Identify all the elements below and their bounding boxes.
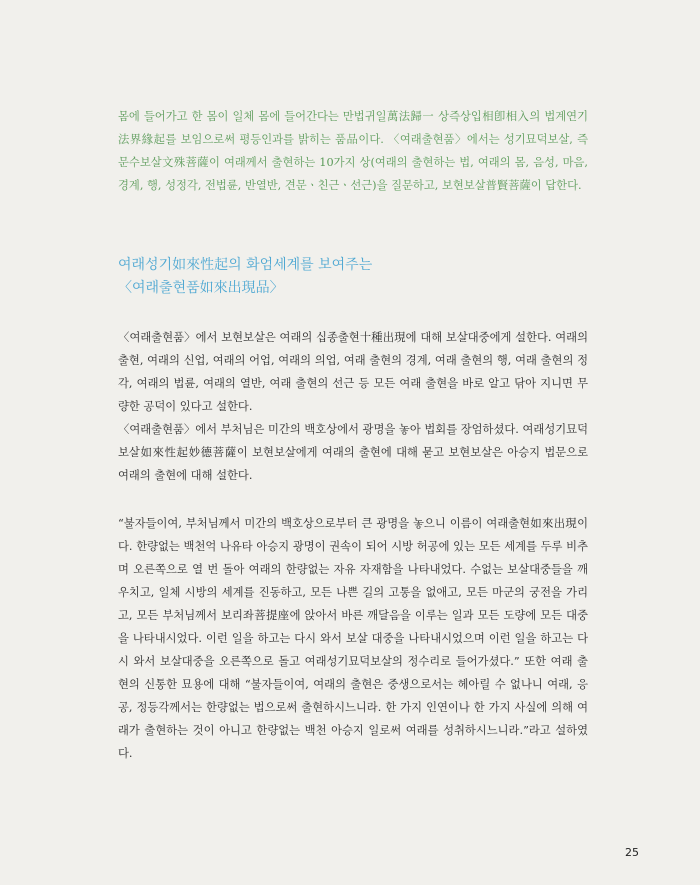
- body-paragraph-2: [118, 512, 588, 765]
- body-paragraph-2-text: “불자들이여, 부처님께서 미간의 백호상으로부터 큰 광명을 놓으니 이름이 여래출현如來出現이다. 한량없는 백천억 나유타 아승지 광명이 권속이 되어 시방 허공에 있는 모든 세계를 두루 비추며 오른쪽으로 열 번 돌아 여래의 한량없는 자유 자재함을 나타내었다. 수없는 보살대중들을 깨우치고, 일체 시방의 세계를 진동하고, 모든 나쁜 길의 고통을 없애고, 모든 마군의 궁전을 가리고, 모든 부처님께서 보리좌菩提座에 앉아서 바른 깨달음을 이루는 일과 모든 도량에 모든 대중을 나타내시었다. 이런 일을 하고는 다시 와서 보살 대중을 나타내시었으며 이런 일을 하고는 다시 와서 보살대중을 오른쪽으로 돌고 여래성기묘덕보살의 정수리로 들어가셨다.” 또한 여래 출현의 신통한 묘용에 대해 “불자들이여, 여래의 출현은 중생으로서는 헤아릴 수 없나니 여래, 응공, 정등각께서는 한량없는 법으로써 출현하시느니라. 한 가지 인연이나 한 가지 사실에 의해 여래가 출현하는 것이 아니고 한량없는 백천 아승지 일로써 여래를 성취하시느니라.”라고 설하였다.: [118, 517, 588, 760]
- section-heading: [118, 254, 588, 300]
- body-paragraph-1b: 〈여래출현품〉에서 부처님은 미간의 백호상에서 광명을 놓아 법회를 장엄하셨다. 여래성기묘덕보살如來性起妙德菩薩이 보현보살에게 여래의 출현에 대해 묻고 보현보살은 아승지 법문으로 여래의 출현에 대해 설한다.: [118, 423, 588, 482]
- section-heading-line-1: 여래성기如來性起의 화엄세계를 보여주는: [118, 257, 373, 273]
- section-heading-line-2: 〈여래출현품如來出現品〉: [118, 280, 284, 296]
- body-paragraph-1a: 〈여래출현품〉에서 보현보살은 여래의 십종출현十種出現에 대해 보살대중에게 설한다. 여래의 출현, 여래의 신업, 여래의 어업, 여래의 의업, 여래 출현의 경계, 여래 출현의 행, 여래 출현의 정각, 여래의 법륜, 여래의 열반, 여래 출현의 선근 등 모든 여래 출현을 바로 알고 닦아 지니면 무량한 공덕이 있다고 설한다.: [118, 331, 588, 413]
- page-number: 25: [625, 846, 639, 859]
- intro-text: 몸에 들어가고 한 몸이 일체 몸에 들어간다는 만법귀일萬法歸一 상즉상입相卽相入의 법계연기法界緣起를 보임으로써 평등인과를 밝히는 품品이다. 〈여래출현품〉에서는 성기묘덕보살, 즉 문수보살文殊菩薩이 여래께서 출현하는 10가지 상(여래의 출현하는 법, 여래의 몸, 음성, 마음, 경계, 행, 성정각, 전법륜, 반열반, 견문ㆍ친근ㆍ선근)을 질문하고, 보현보살普賢菩薩이 답한다.: [118, 110, 588, 192]
- intro-paragraph: [118, 105, 588, 197]
- body-paragraph-1: [118, 326, 588, 487]
